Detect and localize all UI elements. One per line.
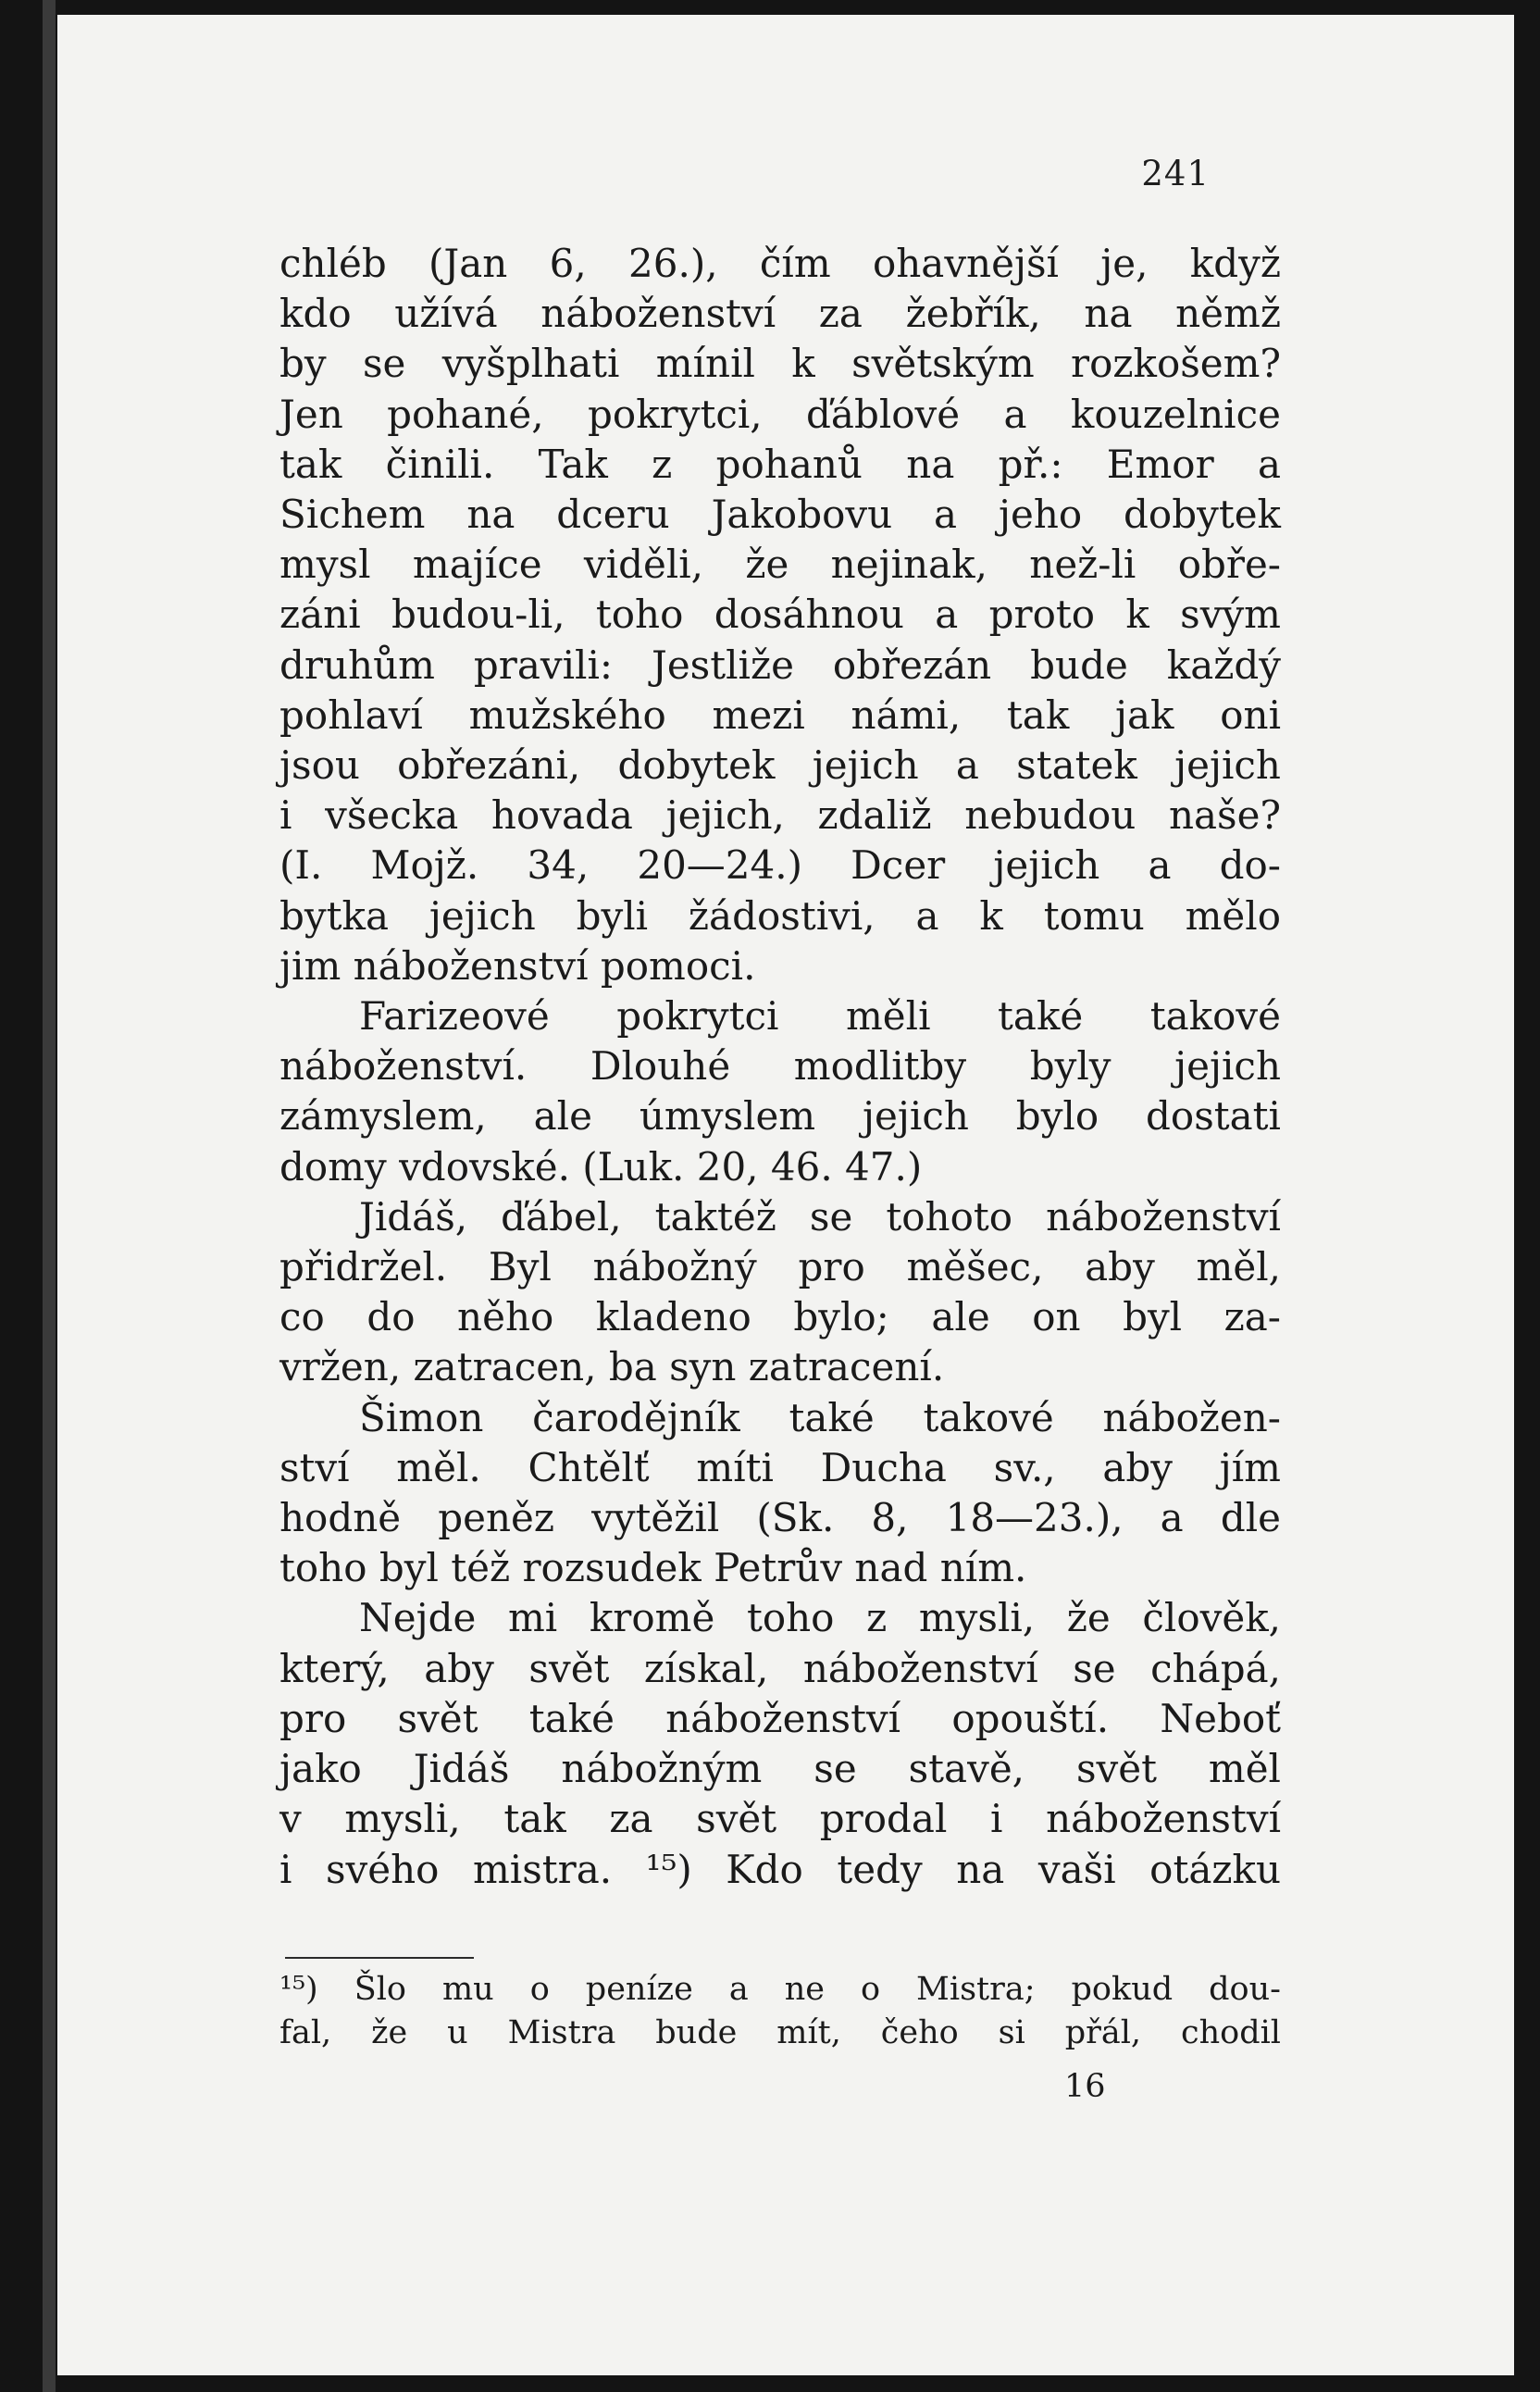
body-line: Jidáš, ďábel, taktéž se tohoto náboženství [359,1193,1281,1240]
body-line: chléb (Jan 6, 26.), čím ohavnější je, když [279,241,1281,286]
body-line: druhům pravili: Jestliže obřezán bude každý [279,642,1281,688]
scan-border-bottom [0,2375,1540,2392]
body-line: (I. Mojž. 34, 20—24.) Dcer jejich a do- [279,842,1281,889]
body-line: jim náboženství pomoci. [279,942,756,989]
body-line: co do něho kladeno bylo; ale on byl za- [279,1294,1281,1340]
body-line: Jen pohané, pokrytci, ďáblové a kouzelnice [279,391,1281,437]
body-line: i všecka hovada jejich, zdaliž nebudou naše? [279,792,1281,839]
body-line: pohlaví mužského mezi námi, tak jak oni [279,691,1281,738]
body-line: mysl majíce viděli, že nejinak, než-li obře- [279,542,1281,588]
body-line: tak činili. Tak z pohanů na př.: Emor a [279,441,1281,487]
book-spine-shadow [43,0,56,2392]
body-line: Farizeové pokrytci měli také takové [359,993,1281,1040]
body-text [279,239,1281,1895]
body-line: toho byl též rozsudek Petrův nad ním. [279,1545,1027,1591]
body-line: vržen, zatracen, ba syn zatracení. [279,1344,945,1390]
scan-border-right [1514,0,1540,2392]
body-line: záni budou-li, toho dosáhnou a proto k svým [279,592,1281,638]
body-line: v mysli, tak za svět prodal i náboženství [279,1796,1281,1842]
body-line: Nejde mi kromě toho z mysli, že člověk, [359,1595,1281,1641]
body-line: i svého mistra. ¹⁵) Kdo tedy na vaši otázku [279,1846,1281,1892]
body-line: náboženství. Dlouhé modlitby byly jejich [279,1043,1281,1090]
body-line: přidržel. Byl nábožný pro měšec, aby měl, [279,1244,1281,1290]
body-line: Šimon čarodějník také takové nábožen- [359,1394,1281,1440]
body-line: ství měl. Chtělť míti Ducha sv., aby jím [279,1444,1281,1490]
body-line: domy vdovské. (Luk. 20, 46. 47.) [279,1143,923,1190]
body-line: jsou obřezáni, dobytek jejich a statek jejich [279,742,1281,789]
book-page [57,15,1514,2375]
body-line: jako Jidáš nábožným se stavě, svět měl [279,1746,1281,1792]
body-line: hodně peněz vytěžil (Sk. 8, 18—23.), a dle [279,1495,1281,1541]
signature-mark: 16 [1064,2068,1106,2105]
body-line: pro svět také náboženství opouští. Neboť [279,1695,1281,1741]
page-number: 241 [1141,154,1210,193]
footnote-divider [285,1957,474,1959]
body-line: zámyslem, ale úmyslem jejich bylo dostati [279,1093,1281,1140]
body-line: Sichem na dceru Jakobovu a jeho dobytek [279,492,1281,538]
footnote-line: ¹⁵) Šlo mu o peníze a ne o Mistra; pokud dou- [279,1971,1281,2008]
body-line: by se vyšplhati mínil k světským rozkošem? [279,341,1281,387]
scan-border-top [0,0,1540,15]
footnotes [279,1968,1281,2055]
body-line: kdo užívá náboženství za žebřík, na němž [279,291,1281,337]
footnote-line: fal, že u Mistra bude mít, čeho si přál, chodil [279,2014,1281,2051]
body-line: bytka jejich byli žádostivi, a k tomu mělo [279,892,1281,939]
body-line: který, aby svět získal, náboženství se chápá, [279,1645,1281,1691]
